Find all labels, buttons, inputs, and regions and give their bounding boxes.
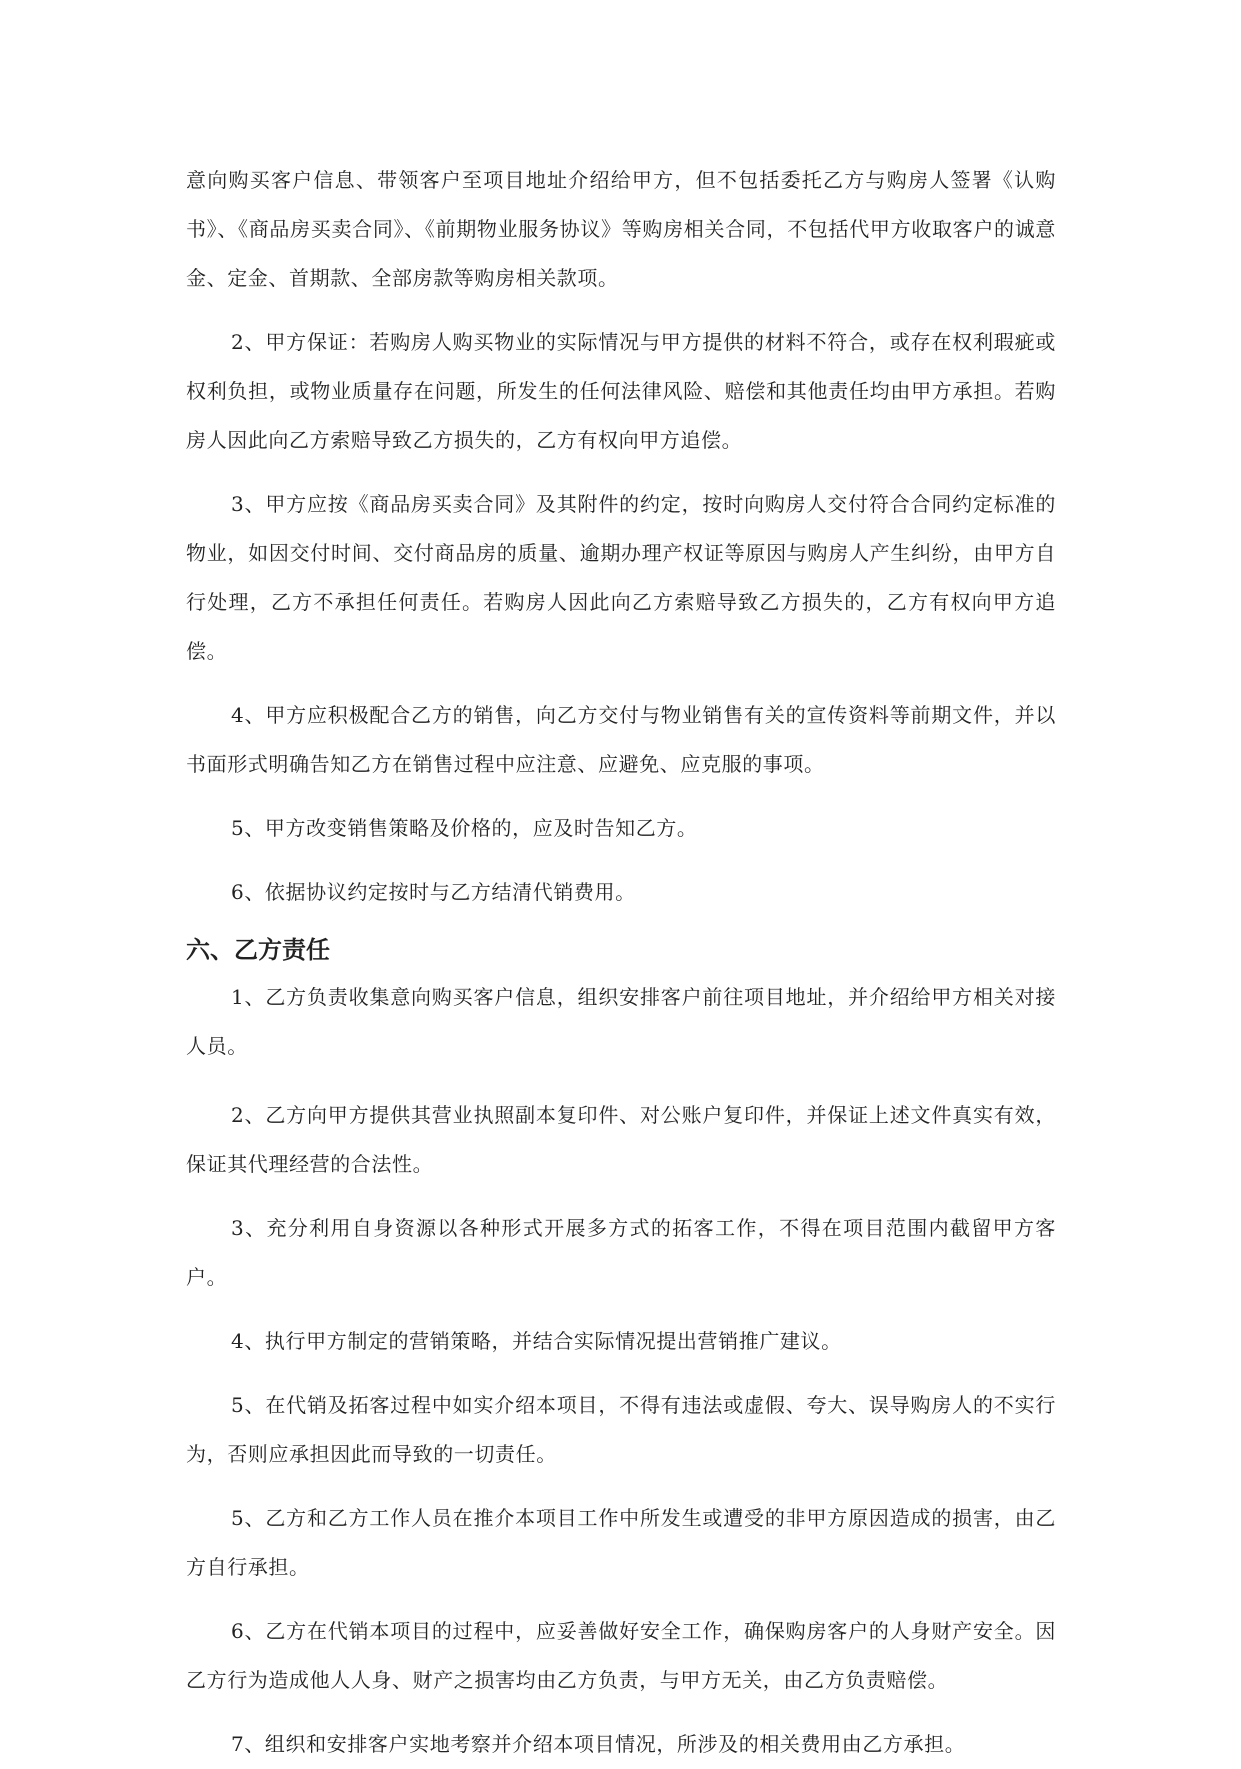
section5-item-4: 4、甲方应积极配合乙方的销售，向乙方交付与物业销售有关的宣传资料等前期文件，并以书面形式明确告知乙方在销售过程中应注意、应避免、应克服的事项。: [186, 703, 1056, 776]
section6-item-7: 7、组织和安排客户实地考察并介绍本项目情况，所涉及的相关费用由乙方承担。: [231, 1732, 966, 1756]
section6-item-4: 4、执行甲方制定的营销策略，并结合实际情况提出营销推广建议。: [231, 1329, 842, 1353]
section6-item-1: 1、乙方负责收集意向购买客户信息，组织安排客户前往项目地址，并介绍给甲方相关对接人员。: [186, 985, 1056, 1058]
section5-item-2: 2、甲方保证：若购房人购买物业的实际情况与甲方提供的材料不符合，或存在权利瑕疵或权利负担，或物业质量存在问题，所发生的任何法律风险、赔偿和其他责任均由甲方承担。若购房人因此向乙方索赔导致乙方损失的，乙方有权向甲方追偿。: [186, 330, 1056, 452]
section6-item-5b: 5、乙方和乙方工作人员在推介本项目工作中所发生或遭受的非甲方原因造成的损害，由乙方自行承担。: [186, 1506, 1056, 1579]
section5-item-5: 5、甲方改变销售策略及价格的，应及时告知乙方。: [231, 816, 698, 840]
section5-item-6: 6、依据协议约定按时与乙方结清代销费用。: [231, 880, 636, 904]
section6-item-2: 2、乙方向甲方提供其营业执照副本复印件、对公账户复印件，并保证上述文件真实有效，保证其代理经营的合法性。: [186, 1103, 1056, 1176]
section6-item-6: 6、乙方在代销本项目的过程中，应妥善做好安全工作，确保购房客户的人身财产安全。因乙方行为造成他人人身、财产之损害均由乙方负责，与甲方无关，由乙方负责赔偿。: [186, 1619, 1056, 1692]
section5-continuation: 意向购买客户信息、带领客户至项目地址介绍给甲方，但不包括委托乙方与购房人签署《认购书》、《商品房买卖合同》、《前期物业服务协议》等购房相关合同，不包括代甲方收取客户的诚意金、定金、首期款、全部房款等购房相关款项。: [186, 168, 1056, 290]
section5-item-3: 3、甲方应按《商品房买卖合同》及其附件的约定，按时向购房人交付符合合同约定标准的物业，如因交付时间、交付商品房的质量、逾期办理产权证等原因与购房人产生纠纷，由甲方自行处理，乙方不承担任何责任。若购房人因此向乙方索赔导致乙方损失的，乙方有权向甲方追偿。: [186, 492, 1056, 663]
document-page: [186, 156, 1056, 1769]
section6-item-3: 3、充分利用自身资源以各种形式开展多方式的拓客工作，不得在项目范围内截留甲方客户。: [186, 1216, 1056, 1289]
section6-item-5a: 5、在代销及拓客过程中如实介绍本项目，不得有违法或虚假、夸大、误导购房人的不实行为，否则应承担因此而导致的一切责任。: [186, 1393, 1056, 1466]
section6-heading: 六、乙方责任: [186, 936, 330, 964]
